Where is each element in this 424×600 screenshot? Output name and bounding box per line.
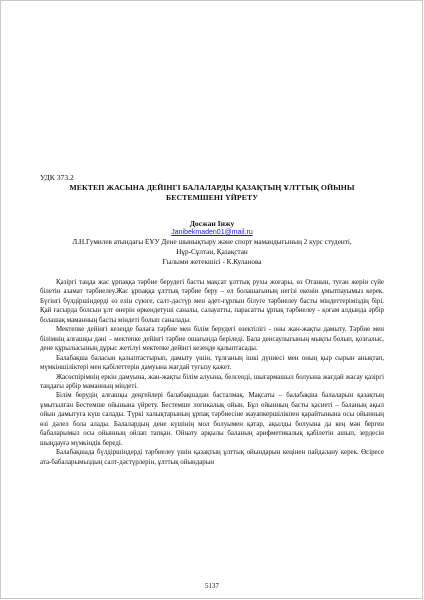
affiliation-line: Л.Н.Гумилев атындағы ЕҰУ Дене шынықтыру және спорт мамандығының 2 курс студенті, <box>72 238 352 246</box>
author-affiliation <box>40 238 384 267</box>
article-body <box>40 278 384 467</box>
author-email-link[interactable]: Janibekmaden01@mail.ru <box>171 229 253 236</box>
body-paragraph: Жасөспірімнің еркін дамуына, жан-жақты білім алуына, белсенді, шығармашыл болуына жағдай жасау қазіргі таңдағы әрбір маманның міндеті. <box>40 373 384 390</box>
affiliation-line: Ғылыми жетекшісі - К.Куланова <box>162 257 262 266</box>
article-title <box>40 183 384 203</box>
page-number: 5137 <box>205 582 219 590</box>
title-line: БЕСТЕМШЕНІ ҮЙРЕТУ <box>166 193 258 202</box>
body-paragraph: Балабақша баласын қалыптастырып, дамыту үшін, тұлғаның ішкі дүниесі мен оның қыр сырын анықтап, мүмкіншіліктері мен қабілеттерін дамуына жағдай туғызу қажет. <box>40 354 384 372</box>
title-line: МЕКТЕП ЖАСЫНА ДЕЙІНГІ БАЛАЛАРДЫ ҚАЗАҚТЫҢ ҰЛТТЫҚ ОЙЫНЫ <box>69 183 355 192</box>
body-paragraph: Балабақшада бүлдіршіндерді тәрбиелеу үшін қазақтың ұлттық ойындарын кеңінен пайдалану керек. Өсіресе ата-бабаларымыздың салт-дәстүрлерін, ұлттық ойындарын <box>40 449 384 466</box>
body-paragraph: Мектепке дейінгі кезеңде балаға тәрбие мен білім берудегі өзектілігі - оны жан-жақты дамыту. Тәрбие мен білімнің алғашқы дәні – мектепке дейінгі тәрбие ошағында беріледі. Бала денсаулығының мықты болып, қозғалыс, дене құрылысының дұрыс жетілуі мектепке дейінгі кезеңде қалыптасады. <box>40 326 384 353</box>
udk-code: УДК 373.2 <box>40 173 74 182</box>
author-name: Досжан Інжу <box>189 219 235 228</box>
body-paragraph: Қазіргі таңда жас ұрпаққа тәрбие берудегі басты мақсат ұлттық рухы жоғары, өз Отанын, туған жерін сүйе білетін азамат тәрбиелеу.Жас ұрпаққа ұлттық тәрбие беру – ел болашағының негізі екенін ұмытпауымыз керек. Бүгінгі бүлдіршіндерді өз елін сүюге, салт-дәстүр мен әдет-ғұрпын білуге тәрбиелеу басты міндеттеріміздің бірі. Қай ғасырда болсын ұлт өнерін өркендетуші саналы, салауатты, парасатты ұрпақ тәрбиелеу - қоғам алдында әрбір болашақ маманның басты міндеті болып саналады. <box>40 279 384 324</box>
body-paragraph: Білім берудің алғашқы деңгейлері балабақшадан басталмақ. Мақсаты – балабақша балаларын қазақтың ұмытылған Бестемше ойынына үйрету. Бестемше логикалық ойын. Бұл ойынның басты қасиеті – баланың ақыл ойын дамытуға күш салады. Түркі халықтарының ұрпақ тәрбиесіне жауапкершілікпен қарайтынына осы ойынның өзі дәлел бола алады. Балалардың дене күшінің мол болуымен қатар, ақылды болуына да кең мән берген бабаларымыз осы ойынның ойлап тапқан. Ойнату арқылы баланың арифметикалық қабілетін ашып, зердесін шыңдауға мүмкіндік береді. <box>40 392 384 447</box>
affiliation-line: Нұр-Сұлтан, Қазақстан <box>176 247 248 256</box>
